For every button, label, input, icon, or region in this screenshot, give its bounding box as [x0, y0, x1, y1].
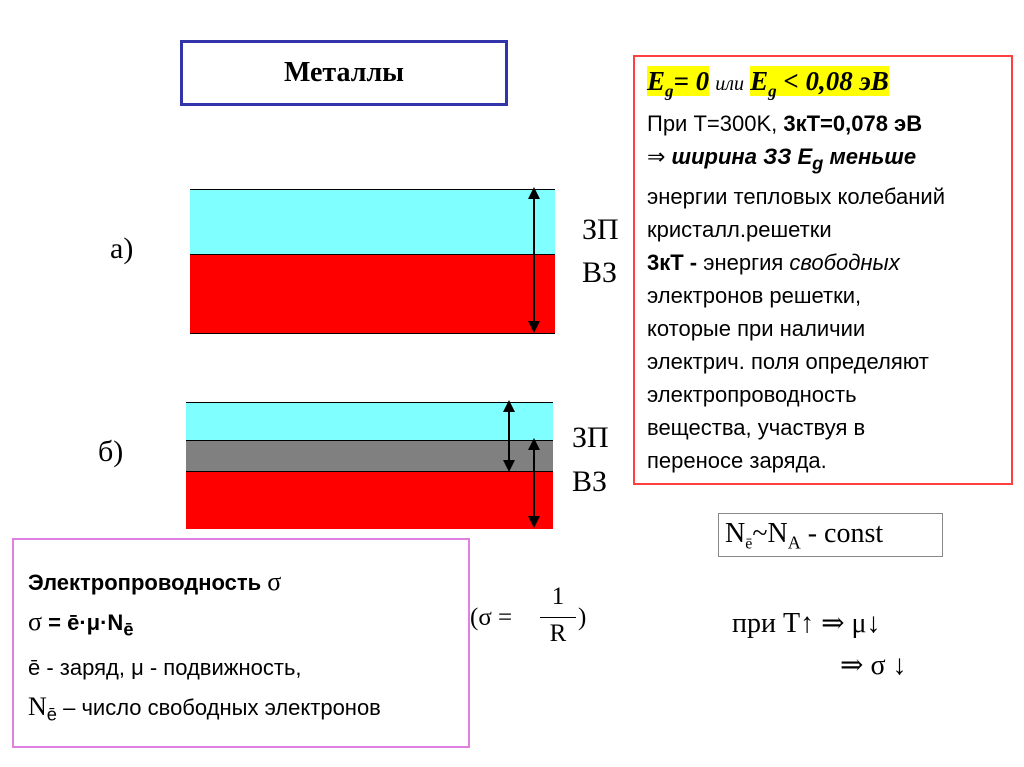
- info-line: вещества, участвуя в: [647, 414, 866, 440]
- eg-limit-highlight: $E_g < 0,08$ эВ: [750, 66, 889, 101]
- formula-denominator: R: [549, 620, 567, 647]
- formula-open: (σ =: [470, 604, 513, 631]
- fraction-bar: [540, 617, 576, 618]
- info-line: переносе заряда.: [647, 447, 827, 473]
- conductivity-heading: Электропроводность σ: [28, 567, 282, 596]
- info-line: кристалл.решетки: [647, 216, 832, 242]
- temperature-mobility-line: при T↑ ⇒ μ↓: [732, 608, 881, 639]
- conductivity-box: [12, 538, 470, 748]
- info-line: электрич. поля определяют: [647, 348, 929, 374]
- eg-zero-highlight: $E_g= 0$: [647, 66, 710, 101]
- conduction-band-a: [190, 189, 555, 254]
- info-line: 3кT - энергия свободных: [647, 249, 900, 275]
- info-line: электронов решетки,: [647, 282, 862, 308]
- band-edge-line: [190, 189, 555, 190]
- or-text: или: [715, 73, 745, 95]
- formula-numerator: 1: [551, 583, 565, 610]
- energy-arrow-a: [520, 185, 550, 337]
- conduction-band-label-b: ЗП: [572, 421, 609, 454]
- band-edge-line: [190, 254, 555, 255]
- charge-mobility-line: ē - заряд, μ - подвижность,: [28, 655, 302, 681]
- valence-band-a: [190, 254, 555, 334]
- band-gap-condition: [647, 65, 1003, 107]
- info-line: электропроводность: [647, 381, 857, 407]
- valence-arrow-b: [520, 436, 550, 532]
- electron-concentration-box: $N_ē\sim N_A$ - const: [718, 513, 943, 557]
- explanation-box: [633, 55, 1013, 485]
- page-title: Металлы: [283, 57, 405, 88]
- diagram-b-label: б): [98, 435, 124, 468]
- valence-band-label-b: ВЗ: [572, 465, 608, 498]
- band-edge-line: [190, 333, 555, 334]
- info-line: энергии тепловых колебаний: [647, 183, 945, 209]
- valence-band-b: [186, 471, 553, 529]
- implies-icon: ⇒: [647, 144, 666, 170]
- formula-close: ): [578, 604, 587, 631]
- info-line: ⇒ ширина ЗЗ $E_g$ меньше: [647, 144, 917, 174]
- diagram-a-label: а): [110, 232, 134, 265]
- free-electrons-line: $N_ē$ – число свободных электронов: [28, 692, 381, 725]
- title-box: [180, 40, 508, 106]
- conduction-band-label-a: ЗП: [582, 213, 619, 246]
- valence-band-label-a: ВЗ: [582, 256, 618, 289]
- conductivity-formula: $\sigma = ē\cdot\mu\cdot N_ē$: [28, 607, 134, 640]
- info-line: которые при наличии: [647, 315, 866, 341]
- info-line: При T=300K, 3кT=0,078 эВ: [647, 111, 923, 137]
- temperature-conductivity-line: ⇒ σ ↓: [840, 650, 907, 681]
